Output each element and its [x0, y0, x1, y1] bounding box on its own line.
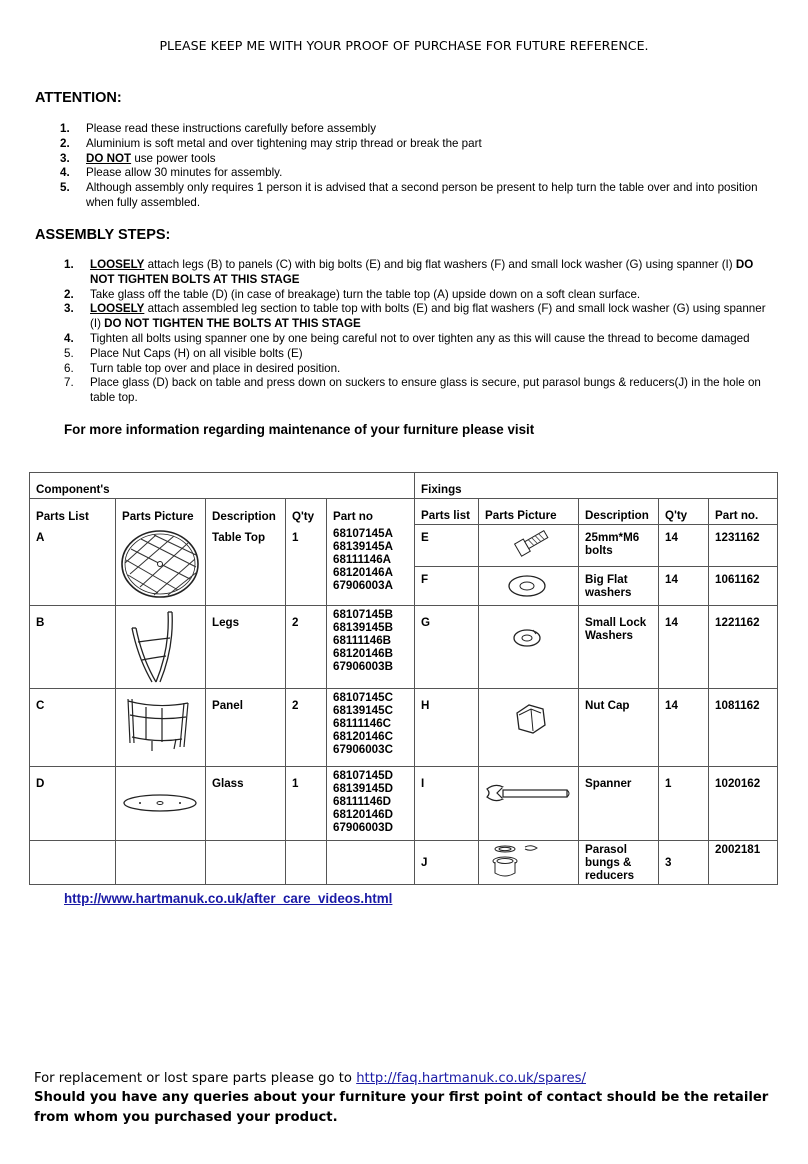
legs-picture: [116, 606, 206, 689]
panel-picture: [116, 689, 206, 767]
fixings-label: Fixings: [415, 473, 778, 499]
fixing-part-no: 1231162: [709, 525, 778, 567]
assembly-step: 2. Take glass off the table (D) (in case of breakage) turn the table top (A) upside down on a soft clean surface.: [64, 287, 641, 301]
table-row: [30, 841, 778, 885]
component-qty: 1: [286, 525, 327, 606]
flat-washer-picture: [479, 567, 579, 606]
component-id: B: [30, 606, 116, 689]
empty-cell: [30, 841, 116, 885]
header-fixings-qty: Q'ty: [659, 499, 709, 525]
glass-picture: [116, 767, 206, 841]
fixing-description: Small Lock Washers: [579, 606, 659, 689]
fixing-qty: 14: [659, 567, 709, 606]
fixing-id: F: [415, 567, 479, 606]
fixing-description: Nut Cap: [579, 689, 659, 767]
attention-item: 4. Please allow 30 minutes for assembly.: [60, 166, 283, 180]
fixing-description: Spanner: [579, 767, 659, 841]
fixing-qty: 1: [659, 767, 709, 841]
parasol-bung-picture: [479, 841, 579, 885]
fixing-id: E: [415, 525, 479, 567]
header-fixings-parts-picture: Parts Picture: [479, 499, 579, 525]
fixing-qty: 14: [659, 525, 709, 567]
assembly-step: 6. Turn table top over and place in desired position.: [64, 361, 341, 375]
assembly-step: 7. Place glass (D) back on table and press down on suckers to ensure glass is secure, put parasol bungs & reducers(J) in the hole on table top.: [64, 376, 761, 405]
table-top-picture: [116, 525, 206, 606]
fixing-description: 25mm*M6 bolts: [579, 525, 659, 567]
fixing-qty: 14: [659, 606, 709, 689]
component-id: C: [30, 689, 116, 767]
fixing-part-no: 1020162: [709, 767, 778, 841]
header-parts-picture: Parts Picture: [116, 499, 206, 525]
table-row: [30, 525, 778, 567]
component-part-nos: 68107145C 68139145C 68111146C 68120146C 67906003C: [327, 689, 415, 767]
fixing-part-no: 1081162: [709, 689, 778, 767]
header-fixings-description: Description: [579, 499, 659, 525]
fixing-id: J: [415, 841, 479, 885]
table-row: [30, 767, 778, 841]
attention-item: 3. DO NOT use power tools: [60, 151, 216, 165]
attention-list: [60, 122, 775, 211]
empty-cell: [116, 841, 206, 885]
assembly-title: ASSEMBLY STEPS:: [35, 227, 171, 243]
fixing-id: I: [415, 767, 479, 841]
spares-link[interactable]: http://faq.hartmanuk.co.uk/spares/: [356, 1071, 586, 1086]
empty-cell: [327, 841, 415, 885]
fixing-id: H: [415, 689, 479, 767]
lock-washer-picture: [479, 606, 579, 689]
attention-item: 1. Please read these instructions carefully before assembly: [60, 122, 376, 135]
fixing-qty: 14: [659, 689, 709, 767]
fixing-qty: 3: [659, 841, 709, 885]
fixing-part-no: 2002181: [709, 841, 778, 885]
header-fixings-parts-list: Parts list: [415, 499, 479, 525]
assembly-step: 5. Place Nut Caps (H) on all visible bolts (E): [64, 346, 303, 360]
spanner-picture: [479, 767, 579, 841]
more-info-text: For more information regarding maintenance of your furniture please visit: [64, 422, 535, 437]
component-description: Table Top: [206, 525, 286, 606]
after-care-videos-link[interactable]: http://www.hartmanuk.co.uk/after_care_videos.html: [64, 891, 393, 906]
header-note: PLEASE KEEP ME WITH YOUR PROOF OF PURCHASE FOR FUTURE REFERENCE.: [159, 38, 649, 53]
fixing-part-no: 1221162: [709, 606, 778, 689]
attention-item: 5. Although assembly only requires 1 person it is advised that a second person be present to help turn the table over and into position when fully assembled.: [60, 181, 758, 209]
nut-cap-picture: [479, 689, 579, 767]
assembly-steps: [64, 258, 774, 406]
component-qty: 2: [286, 606, 327, 689]
table-header-row: [30, 499, 778, 525]
bolt-picture: [479, 525, 579, 567]
header-qty: Q'ty: [286, 499, 327, 525]
component-description: Glass: [206, 767, 286, 841]
component-qty: 1: [286, 767, 327, 841]
fixing-description: Parasol bungs & reducers: [579, 841, 659, 885]
queries-text: Should you have any queries about your furniture your first point of contact should be the retailer from whom you purchased your product.: [34, 1090, 769, 1125]
parts-table: [29, 472, 778, 885]
components-label: Component's: [30, 473, 415, 499]
replacement-text: For replacement or lost spare parts please go to: [34, 1071, 357, 1086]
assembly-step: 3. LOOSELY attach assembled leg section to table top with bolts (E) and big flat washers (F) and small lock washer (G) using spanner (I) DO NOT TIGHTEN THE BOLTS AT THIS STAGE: [64, 302, 766, 331]
component-part-nos: 68107145B 68139145B 68111146B 68120146B 67906003B: [327, 606, 415, 689]
component-id: A: [30, 525, 116, 606]
attention-item: 2. Aluminium is soft metal and over tightening may strip thread or break the part: [60, 136, 482, 150]
fixing-id: G: [415, 606, 479, 689]
header-description: Description: [206, 499, 286, 525]
table-row: [30, 606, 778, 689]
attention-title: ATTENTION:: [35, 90, 122, 106]
table-row: [30, 689, 778, 767]
empty-cell: [286, 841, 327, 885]
component-description: Panel: [206, 689, 286, 767]
component-part-nos: 68107145D 68139145D 68111146D 68120146D 67906003D: [327, 767, 415, 841]
replacement-parts-text: [34, 1071, 784, 1086]
component-part-nos: 68107145A 68139145A 68111146A 68120146A 67906003A: [327, 525, 415, 606]
header-parts-list: Parts List: [30, 499, 116, 525]
empty-cell: [206, 841, 286, 885]
header-fixings-part-no: Part no.: [709, 499, 778, 525]
component-id: D: [30, 767, 116, 841]
fixing-part-no: 1061162: [709, 567, 778, 606]
component-qty: 2: [286, 689, 327, 767]
assembly-step: 4. Tighten all bolts using spanner one by one being careful not to over tighten any as this will cause the thread to become damaged: [64, 331, 750, 345]
assembly-step: 1. LOOSELY attach legs (B) to panels (C) with big bolts (E) and big flat washers (F) and small lock washer (G) using spanner (I) DO NOT TIGHTEN BOLTS AT THIS STAGE: [64, 258, 754, 286]
fixing-description: Big Flat washers: [579, 567, 659, 606]
component-description: Legs: [206, 606, 286, 689]
header-part-no: Part no: [327, 499, 415, 525]
